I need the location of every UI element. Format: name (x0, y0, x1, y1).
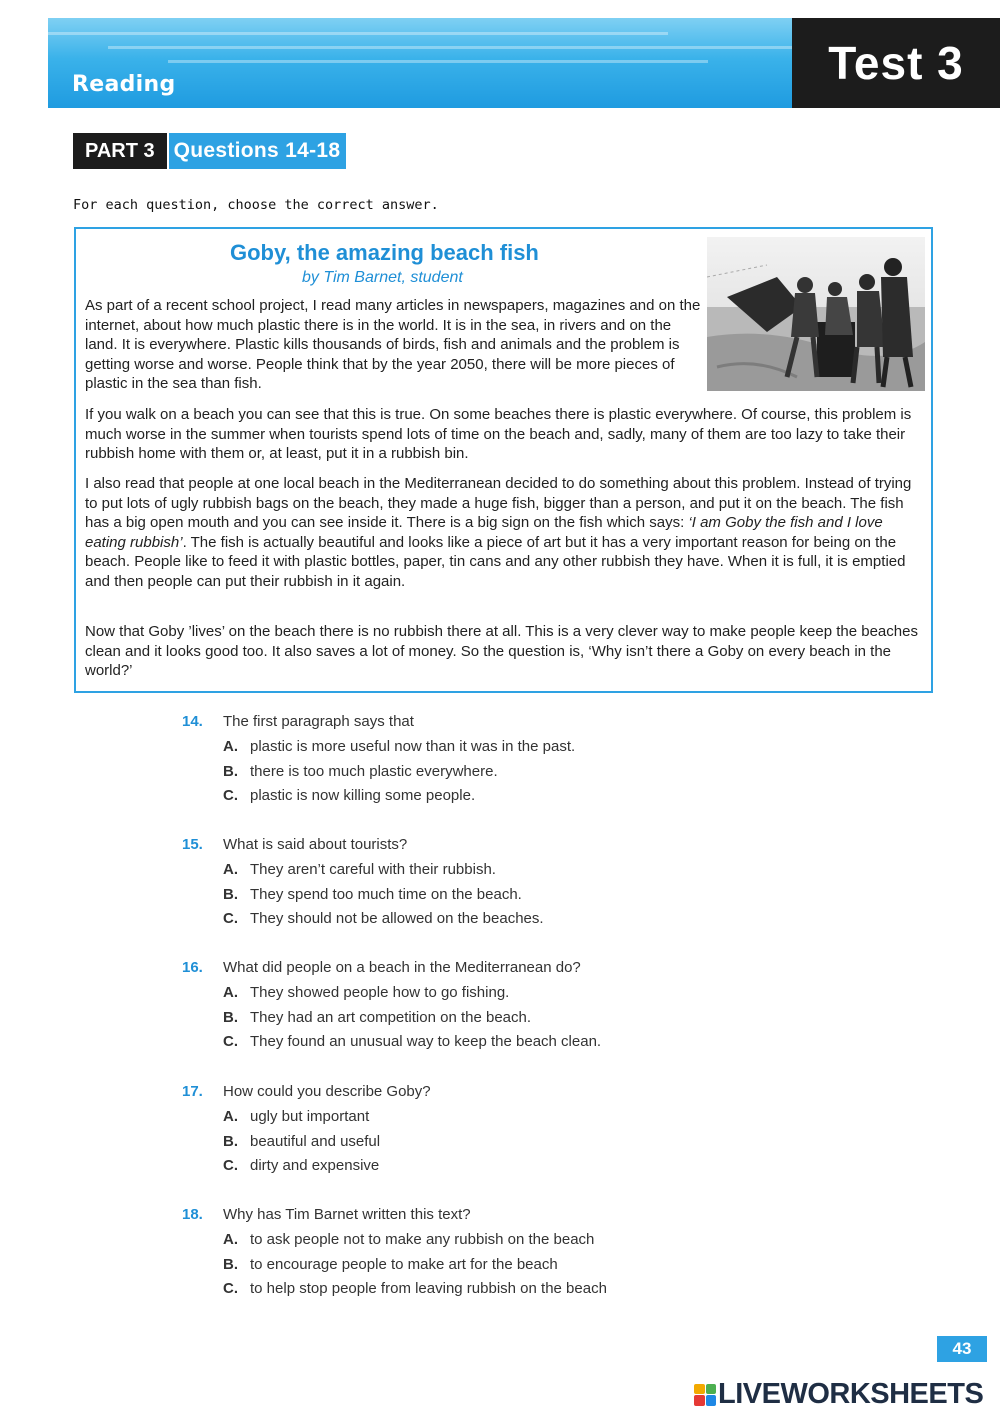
option-c[interactable] (182, 906, 544, 931)
option-c[interactable] (182, 1153, 431, 1178)
option-letter: C. (223, 787, 238, 805)
question-17 (182, 1079, 431, 1178)
option-letter: A. (223, 1230, 238, 1248)
option-letter: A. (223, 860, 238, 878)
question-text: Why has Tim Barnet written this text? (223, 1206, 471, 1223)
option-letter: A. (223, 1107, 238, 1125)
question-18 (182, 1202, 607, 1301)
option-text: They found an unusual way to keep the beach clean. (250, 1033, 602, 1051)
option-text: dirty and expensive (250, 1157, 380, 1175)
question-text: How could you describe Goby? (223, 1083, 431, 1100)
option-letter: B. (223, 1255, 238, 1273)
option-text: ugly but important (250, 1107, 370, 1125)
option-text: They should not be allowed on the beaches. (250, 910, 544, 928)
part-heading (73, 133, 346, 169)
option-text: They had an art competition on the beach. (250, 1008, 532, 1026)
option-text: there is too much plastic everywhere. (250, 762, 498, 780)
section-title: Reading (72, 72, 176, 97)
watermark-text: LIVEWORKSHEETS (718, 1378, 984, 1410)
article-paragraph-2: If you walk on a beach you can see that this is true. On some beaches there is plastic everywhere. Of course, this problem is much worse in the summer when tourists spend lots of time on the beach and, sadly, many of them are too lazy to take their rubbish home with them or, at least, put it in a rubbish bin. (85, 406, 912, 463)
paragraph-3-text-end: . The fish is actually beautiful and looks like a piece of art but it has a very important reason for being on the beach. People like to feed it with plastic bottles, paper, tin cans and any other rubbish they have. When it is full, it is emptied and then people can put their rubbish in it again. (85, 533, 906, 590)
option-a[interactable] (182, 857, 544, 882)
paragraph-3-text-start: I also read that people at one local beach in the Mediterranean decided to do something about this problem. Instead of trying to put lots of ugly rubbish bags on the beach, they made a huge fish, bigger than a person, and put it on the beach. The fish has a big open mouth and you can see inside it. There is a big sign on the fish which says: (85, 475, 912, 532)
option-text: They showed people how to go fishing. (250, 983, 510, 1001)
page-number: 43 (937, 1336, 987, 1362)
option-b[interactable] (182, 882, 544, 907)
question-number: 17. (182, 1083, 203, 1100)
option-a[interactable] (182, 1227, 607, 1252)
option-b[interactable] (182, 1252, 607, 1277)
option-b[interactable] (182, 1129, 431, 1154)
option-c[interactable] (182, 1276, 607, 1301)
logo-square-yellow (694, 1384, 705, 1395)
logo-square-green (706, 1384, 717, 1395)
option-a[interactable] (182, 734, 575, 759)
test-label-block (792, 18, 1000, 108)
liveworksheets-logo-icon (694, 1384, 716, 1406)
article-byline: by Tim Barnet, student (302, 269, 463, 286)
logo-square-blue (706, 1395, 717, 1406)
question-16 (182, 955, 601, 1054)
option-text: plastic is now killing some people. (250, 787, 476, 805)
option-b[interactable] (182, 1005, 601, 1030)
option-c[interactable] (182, 783, 575, 808)
goby-sign-quote: ‘I am Goby the fish and I love eating rubbish’ (85, 514, 883, 551)
question-15 (182, 832, 544, 931)
article-paragraph-1: As part of a recent school project, I read many articles in newspapers, magazines and on the internet, about how much plastic there is in the world. It is in the sea, in rivers and on the land. It is everywhere. Plastic kills thousands of birds, fish and animals and the problem is getting worse and worse. People think that by the year 2050, there will be more pieces of plastic in the sea than fish. (85, 297, 701, 393)
question-text: What is said about tourists? (223, 836, 408, 853)
option-letter: B. (223, 1132, 238, 1150)
option-letter: C. (223, 1157, 238, 1175)
question-number: 14. (182, 713, 203, 730)
option-letter: B. (223, 762, 238, 780)
question-text: What did people on a beach in the Mediterranean do? (223, 959, 581, 976)
option-letter: C. (223, 1033, 238, 1051)
option-a[interactable] (182, 980, 601, 1005)
option-letter: C. (223, 910, 238, 928)
article-paragraph-3 (85, 474, 923, 592)
option-text: beautiful and useful (250, 1132, 381, 1150)
article-title: Goby, the amazing beach fish (230, 240, 539, 265)
option-letter: B. (223, 885, 238, 903)
question-number: 18. (182, 1206, 203, 1223)
part-label: PART 3 (73, 133, 167, 169)
option-text: They spend too much time on the beach. (250, 885, 522, 903)
option-letter: A. (223, 737, 238, 755)
option-letter: C. (223, 1280, 238, 1298)
option-text: to ask people not to make any rubbish on the beach (250, 1230, 595, 1248)
option-letter: A. (223, 983, 238, 1001)
logo-square-red (694, 1395, 705, 1406)
option-text: to encourage people to make art for the beach (250, 1255, 558, 1273)
question-text: The first paragraph says that (223, 713, 414, 730)
question-number: 16. (182, 959, 203, 976)
liveworksheets-watermark[interactable] (694, 1378, 983, 1411)
article-paragraph-4: Now that Goby ’lives’ on the beach there is no rubbish there at all. This is a very clever way to make people keep the beaches clean and it looks good too. It also saves a lot of money. So the question is, ‘Why isn’t there a Goby on every beach in the world?’ (85, 623, 918, 680)
instruction-text: For each question, choose the correct answer. (73, 197, 439, 213)
question-number: 15. (182, 836, 203, 853)
question-14 (182, 709, 575, 808)
option-text: plastic is more useful now than it was in the past. (250, 737, 576, 755)
test-label: Test 3 (828, 37, 964, 89)
option-text: to help stop people from leaving rubbish on the beach (250, 1280, 607, 1298)
option-c[interactable] (182, 1029, 601, 1054)
option-b[interactable] (182, 759, 575, 784)
option-text: They aren’t careful with their rubbish. (250, 860, 496, 878)
option-a[interactable] (182, 1104, 431, 1129)
questions-range: Questions 14-18 (169, 133, 347, 169)
option-letter: B. (223, 1008, 238, 1026)
beach-photo-image (707, 237, 925, 391)
